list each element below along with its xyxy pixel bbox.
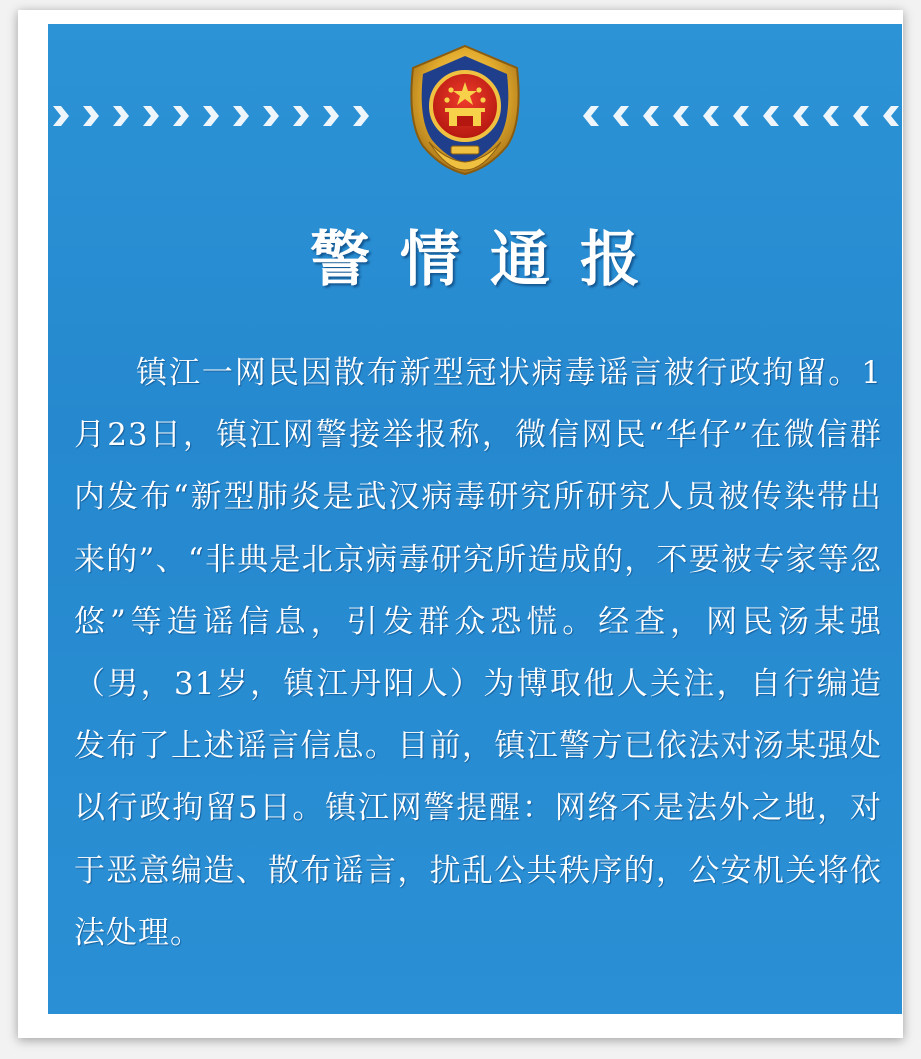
chevron-right-icon: [200, 103, 222, 129]
chevron-right-icon: [50, 103, 72, 129]
chevron-left-icon: [580, 103, 602, 129]
police-notice-poster: [48, 24, 902, 1014]
chevron-left-icon: [670, 103, 692, 129]
chevron-left-icon: [610, 103, 632, 129]
chevron-right-icon: [320, 103, 342, 129]
chevron-right-icon: [290, 103, 312, 129]
chevron-right-icon: [170, 103, 192, 129]
chevron-left-icon: [880, 103, 902, 129]
notice-body: 镇江一网民因散布新型冠状病毒谣言被行政拘留。1月23日，镇江网警接举报称，微信网民“华仔”在微信群内发布“新型肺炎是武汉病毒研究所研究人员被传染带出来的”、“非典是北京病毒研究所造成的，不要被专家等忽悠”等造谣信息，引发群众恐慌。经查，网民汤某强（男，31岁，镇江丹阳人）为博取他人关注，自行编造发布了上述谣言信息。目前，镇江警方已依法对汤某强处以行政拘留5日。镇江网警提醒：网络不是法外之地，对于恶意编造、散布谣言，扰乱公共秩序的，公安机关将依法处理。: [74, 355, 882, 951]
chevron-left-icon: [760, 103, 782, 129]
notice-title: 警情通报: [310, 225, 670, 295]
chevron-left-icon: [700, 103, 722, 129]
chevron-left-icon: [850, 103, 872, 129]
chevron-left-icon: [730, 103, 752, 129]
right-chevron-row: [580, 96, 902, 136]
chevron-right-icon: [80, 103, 102, 129]
chevron-right-icon: [110, 103, 132, 129]
chevron-left-icon: [790, 103, 812, 129]
chevron-left-icon: [640, 103, 662, 129]
chevron-right-icon: [260, 103, 282, 129]
left-chevron-row: [50, 96, 372, 136]
chevron-right-icon: [140, 103, 162, 129]
chevron-right-icon: [230, 103, 252, 129]
police-emblem-icon: [395, 42, 535, 182]
chevron-left-icon: [820, 103, 842, 129]
image-frame: [18, 10, 903, 1038]
chevron-right-icon: [350, 103, 372, 129]
